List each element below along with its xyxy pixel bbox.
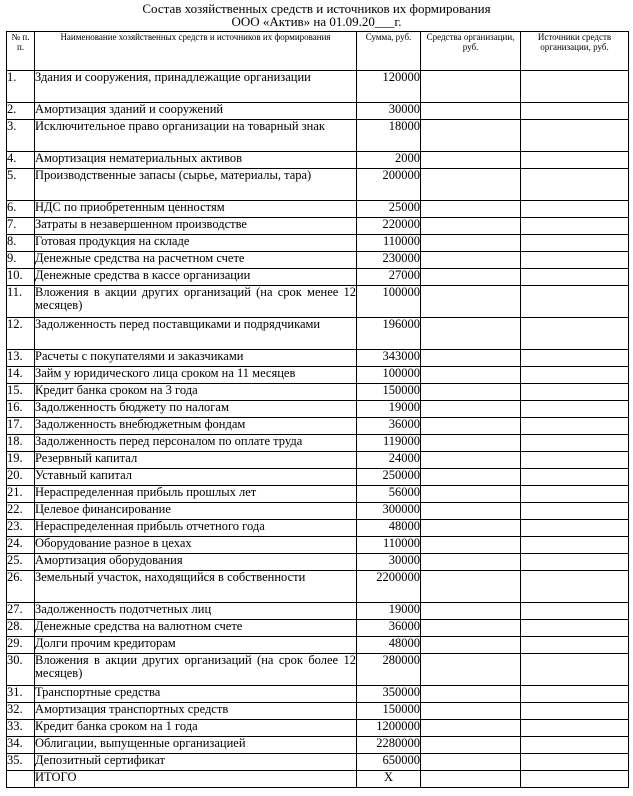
row-number: 33. <box>7 720 35 737</box>
row-assets-cell[interactable] <box>421 620 521 637</box>
row-sources-cell[interactable] <box>521 571 629 603</box>
row-sum: 100000 <box>357 286 421 318</box>
row-item-name: Земельный участок, находящийся в собственности <box>35 571 357 603</box>
row-assets-cell[interactable] <box>421 71 521 103</box>
row-sources-cell[interactable] <box>521 754 629 771</box>
row-assets-cell[interactable] <box>421 235 521 252</box>
row-sources-cell[interactable] <box>521 603 629 620</box>
row-sum: 25000 <box>357 201 421 218</box>
row-sum: 19000 <box>357 603 421 620</box>
row-item-name: Займ у юридического лица сроком на 11 месяцев <box>35 367 357 384</box>
row-assets-cell[interactable] <box>421 367 521 384</box>
row-number: 27. <box>7 603 35 620</box>
row-sum: 48000 <box>357 520 421 537</box>
total-assets-cell[interactable] <box>421 771 521 788</box>
table-row <box>7 384 629 401</box>
row-sum: 36000 <box>357 620 421 637</box>
row-item-name: Целевое финансирование <box>35 503 357 520</box>
row-number: 19. <box>7 452 35 469</box>
table-row <box>7 503 629 520</box>
row-sources-cell[interactable] <box>521 350 629 367</box>
table-row <box>7 754 629 771</box>
table-row <box>7 269 629 286</box>
row-sources-cell[interactable] <box>521 318 629 350</box>
row-sources-cell[interactable] <box>521 637 629 654</box>
row-assets-cell[interactable] <box>421 537 521 554</box>
row-sum: 350000 <box>357 686 421 703</box>
row-sources-cell[interactable] <box>521 503 629 520</box>
row-item-name: Задолженность перед поставщиками и подрядчиками <box>35 318 357 350</box>
row-item-name: Кредит банка сроком на 1 года <box>35 720 357 737</box>
table-row <box>7 103 629 120</box>
row-sources-cell[interactable] <box>521 235 629 252</box>
row-assets-cell[interactable] <box>421 201 521 218</box>
row-assets-cell[interactable] <box>421 418 521 435</box>
row-sources-cell[interactable] <box>521 252 629 269</box>
table-row <box>7 350 629 367</box>
row-sources-cell[interactable] <box>521 737 629 754</box>
row-number: 14. <box>7 367 35 384</box>
row-item-name: Резервный капитал <box>35 452 357 469</box>
row-sum: 30000 <box>357 554 421 571</box>
row-item-name: Денежные средства на валютном счете <box>35 620 357 637</box>
row-number: 15. <box>7 384 35 401</box>
table-row <box>7 120 629 152</box>
row-assets-cell[interactable] <box>421 637 521 654</box>
row-sources-cell[interactable] <box>521 686 629 703</box>
row-item-name: Денежные средства в кассе организации <box>35 269 357 286</box>
row-sum: 110000 <box>357 537 421 554</box>
row-sources-cell[interactable] <box>521 218 629 235</box>
row-number: 28. <box>7 620 35 637</box>
row-number: 11. <box>7 286 35 318</box>
row-sum: 30000 <box>357 103 421 120</box>
row-assets-cell[interactable] <box>421 486 521 503</box>
row-sum: 280000 <box>357 654 421 686</box>
table-row <box>7 367 629 384</box>
row-item-name: Вложения в акции других организаций (на срок менее 12 месяцев) <box>35 286 357 318</box>
row-number: 18. <box>7 435 35 452</box>
header-sum: Сумма, руб. <box>357 32 421 71</box>
row-item-name: Депозитный сертификат <box>35 754 357 771</box>
row-item-name: Исключительное право организации на товарный знак <box>35 120 357 152</box>
row-number: 21. <box>7 486 35 503</box>
row-assets-cell[interactable] <box>421 252 521 269</box>
table-row <box>7 654 629 686</box>
row-assets-cell[interactable] <box>421 503 521 520</box>
header-name: Наименование хозяйственных средств и источников их формирования <box>35 32 357 71</box>
row-assets-cell[interactable] <box>421 754 521 771</box>
row-number: 10. <box>7 269 35 286</box>
total-label: ИТОГО <box>35 771 357 788</box>
row-assets-cell[interactable] <box>421 720 521 737</box>
row-sum: 36000 <box>357 418 421 435</box>
row-number: 7. <box>7 218 35 235</box>
row-number: 3. <box>7 120 35 152</box>
row-item-name: Готовая продукция на складе <box>35 235 357 252</box>
row-sum: 2000 <box>357 152 421 169</box>
row-sum: 120000 <box>357 71 421 103</box>
row-item-name: Вложения в акции других организаций (на срок более 12 месяцев) <box>35 654 357 686</box>
row-assets-cell[interactable] <box>421 269 521 286</box>
table-row <box>7 469 629 486</box>
table-row <box>7 537 629 554</box>
row-item-name: Оборудование разное в цехах <box>35 537 357 554</box>
table-body <box>7 71 629 788</box>
row-sources-cell[interactable] <box>521 720 629 737</box>
row-number: 16. <box>7 401 35 418</box>
table-row <box>7 486 629 503</box>
row-number: 34. <box>7 737 35 754</box>
header-assets: Средства организации, руб. <box>421 32 521 71</box>
row-number: 30. <box>7 654 35 686</box>
row-item-name: Амортизация транспортных средств <box>35 703 357 720</box>
row-item-name: НДС по приобретенным ценностям <box>35 201 357 218</box>
row-sum: 18000 <box>357 120 421 152</box>
row-sources-cell[interactable] <box>521 554 629 571</box>
title-line-1: Состав хозяйственных средств и источников их формирования <box>142 1 491 16</box>
row-number: 23. <box>7 520 35 537</box>
row-number: 2. <box>7 103 35 120</box>
row-number: 4. <box>7 152 35 169</box>
row-assets-cell[interactable] <box>421 737 521 754</box>
table-row <box>7 252 629 269</box>
row-sum: 27000 <box>357 269 421 286</box>
table-row <box>7 218 629 235</box>
row-sources-cell[interactable] <box>521 367 629 384</box>
row-assets-cell[interactable] <box>421 571 521 603</box>
table-row <box>7 603 629 620</box>
row-assets-cell[interactable] <box>421 703 521 720</box>
row-sum: 200000 <box>357 169 421 201</box>
row-item-name: Облигации, выпущенные организацией <box>35 737 357 754</box>
row-sum: 48000 <box>357 637 421 654</box>
row-number: 6. <box>7 201 35 218</box>
table-row <box>7 152 629 169</box>
row-assets-cell[interactable] <box>421 318 521 350</box>
header-sources: Источники средств организации, руб. <box>521 32 629 71</box>
row-assets-cell[interactable] <box>421 169 521 201</box>
row-sum: 650000 <box>357 754 421 771</box>
document-title <box>0 0 633 28</box>
total-sum: Х <box>357 771 421 788</box>
row-sum: 300000 <box>357 503 421 520</box>
row-sources-cell[interactable] <box>521 269 629 286</box>
row-assets-cell[interactable] <box>421 384 521 401</box>
row-item-name: Нераспределенная прибыль прошлых лет <box>35 486 357 503</box>
row-sources-cell[interactable] <box>521 486 629 503</box>
row-sources-cell[interactable] <box>521 384 629 401</box>
row-item-name: Задолженность перед персоналом по оплате труда <box>35 435 357 452</box>
row-item-name: Расчеты с покупателями и заказчиками <box>35 350 357 367</box>
row-number: 1. <box>7 71 35 103</box>
row-sources-cell[interactable] <box>521 71 629 103</box>
table-row <box>7 401 629 418</box>
row-sources-cell[interactable] <box>521 620 629 637</box>
row-sources-cell[interactable] <box>521 537 629 554</box>
row-item-name: Амортизация нематериальных активов <box>35 152 357 169</box>
row-item-name: Здания и сооружения, принадлежащие организации <box>35 71 357 103</box>
row-assets-cell[interactable] <box>421 286 521 318</box>
row-sources-cell[interactable] <box>521 286 629 318</box>
table-row <box>7 452 629 469</box>
row-sum: 150000 <box>357 703 421 720</box>
row-sources-cell[interactable] <box>521 654 629 686</box>
table-row <box>7 201 629 218</box>
table-row <box>7 686 629 703</box>
table-header-row <box>7 32 629 71</box>
row-number: 31. <box>7 686 35 703</box>
row-assets-cell[interactable] <box>421 554 521 571</box>
row-item-name: Транспортные средства <box>35 686 357 703</box>
row-sources-cell[interactable] <box>521 152 629 169</box>
row-sources-cell[interactable] <box>521 469 629 486</box>
row-assets-cell[interactable] <box>421 603 521 620</box>
row-number: 9. <box>7 252 35 269</box>
row-item-name: Производственные запасы (сырье, материалы, тара) <box>35 169 357 201</box>
row-assets-cell[interactable] <box>421 520 521 537</box>
row-number: 26. <box>7 571 35 603</box>
total-number-cell <box>7 771 35 788</box>
row-sum: 1200000 <box>357 720 421 737</box>
row-assets-cell[interactable] <box>421 103 521 120</box>
row-item-name: Задолженность внебюджетным фондам <box>35 418 357 435</box>
row-number: 24. <box>7 537 35 554</box>
table-row <box>7 703 629 720</box>
row-assets-cell[interactable] <box>421 469 521 486</box>
row-number: 12. <box>7 318 35 350</box>
table-row <box>7 571 629 603</box>
row-assets-cell[interactable] <box>421 120 521 152</box>
row-number: 35. <box>7 754 35 771</box>
row-sum: 56000 <box>357 486 421 503</box>
table-row <box>7 737 629 754</box>
row-sum: 24000 <box>357 452 421 469</box>
row-sum: 2200000 <box>357 571 421 603</box>
row-sum: 250000 <box>357 469 421 486</box>
row-item-name: Задолженность подотчетных лиц <box>35 603 357 620</box>
row-sources-cell[interactable] <box>521 703 629 720</box>
row-assets-cell[interactable] <box>421 435 521 452</box>
table-row <box>7 71 629 103</box>
row-number: 17. <box>7 418 35 435</box>
row-sources-cell[interactable] <box>521 103 629 120</box>
assets-sources-table <box>6 31 629 788</box>
row-sources-cell[interactable] <box>521 520 629 537</box>
row-sum: 220000 <box>357 218 421 235</box>
row-sum: 119000 <box>357 435 421 452</box>
row-sources-cell[interactable] <box>521 435 629 452</box>
title-line-2: ООО «Актив» на 01.09.20___г. <box>231 14 402 29</box>
row-number: 8. <box>7 235 35 252</box>
row-number: 29. <box>7 637 35 654</box>
table-row <box>7 318 629 350</box>
row-assets-cell[interactable] <box>421 654 521 686</box>
table-row <box>7 418 629 435</box>
row-sum: 230000 <box>357 252 421 269</box>
row-sources-cell[interactable] <box>521 418 629 435</box>
row-number: 32. <box>7 703 35 720</box>
table-row <box>7 235 629 252</box>
row-item-name: Амортизация оборудования <box>35 554 357 571</box>
row-assets-cell[interactable] <box>421 350 521 367</box>
row-sum: 100000 <box>357 367 421 384</box>
row-sum: 110000 <box>357 235 421 252</box>
row-sum: 2280000 <box>357 737 421 754</box>
row-assets-cell[interactable] <box>421 401 521 418</box>
row-sum: 343000 <box>357 350 421 367</box>
table-row <box>7 435 629 452</box>
row-number: 5. <box>7 169 35 201</box>
row-sum: 19000 <box>357 401 421 418</box>
row-number: 22. <box>7 503 35 520</box>
table-row <box>7 620 629 637</box>
row-item-name: Денежные средства на расчетном счете <box>35 252 357 269</box>
row-sum: 196000 <box>357 318 421 350</box>
table-row <box>7 169 629 201</box>
row-assets-cell[interactable] <box>421 686 521 703</box>
row-sources-cell[interactable] <box>521 401 629 418</box>
row-item-name: Задолженность бюджету по налогам <box>35 401 357 418</box>
row-item-name: Затраты в незавершенном производстве <box>35 218 357 235</box>
row-sources-cell[interactable] <box>521 201 629 218</box>
table-row <box>7 286 629 318</box>
row-item-name: Уставный капитал <box>35 469 357 486</box>
table-row <box>7 554 629 571</box>
total-row <box>7 771 629 788</box>
row-sum: 150000 <box>357 384 421 401</box>
total-sources-cell[interactable] <box>521 771 629 788</box>
row-item-name: Нераспределенная прибыль отчетного года <box>35 520 357 537</box>
row-sources-cell[interactable] <box>521 452 629 469</box>
row-assets-cell[interactable] <box>421 452 521 469</box>
row-number: 20. <box>7 469 35 486</box>
row-number: 13. <box>7 350 35 367</box>
table-row <box>7 720 629 737</box>
table-row <box>7 520 629 537</box>
header-num: № п. п. <box>7 32 35 71</box>
row-item-name: Амортизация зданий и сооружений <box>35 103 357 120</box>
row-item-name: Долги прочим кредиторам <box>35 637 357 654</box>
row-assets-cell[interactable] <box>421 152 521 169</box>
row-assets-cell[interactable] <box>421 218 521 235</box>
row-number: 25. <box>7 554 35 571</box>
row-sources-cell[interactable] <box>521 120 629 152</box>
row-sources-cell[interactable] <box>521 169 629 201</box>
table-row <box>7 637 629 654</box>
row-item-name: Кредит банка сроком на 3 года <box>35 384 357 401</box>
